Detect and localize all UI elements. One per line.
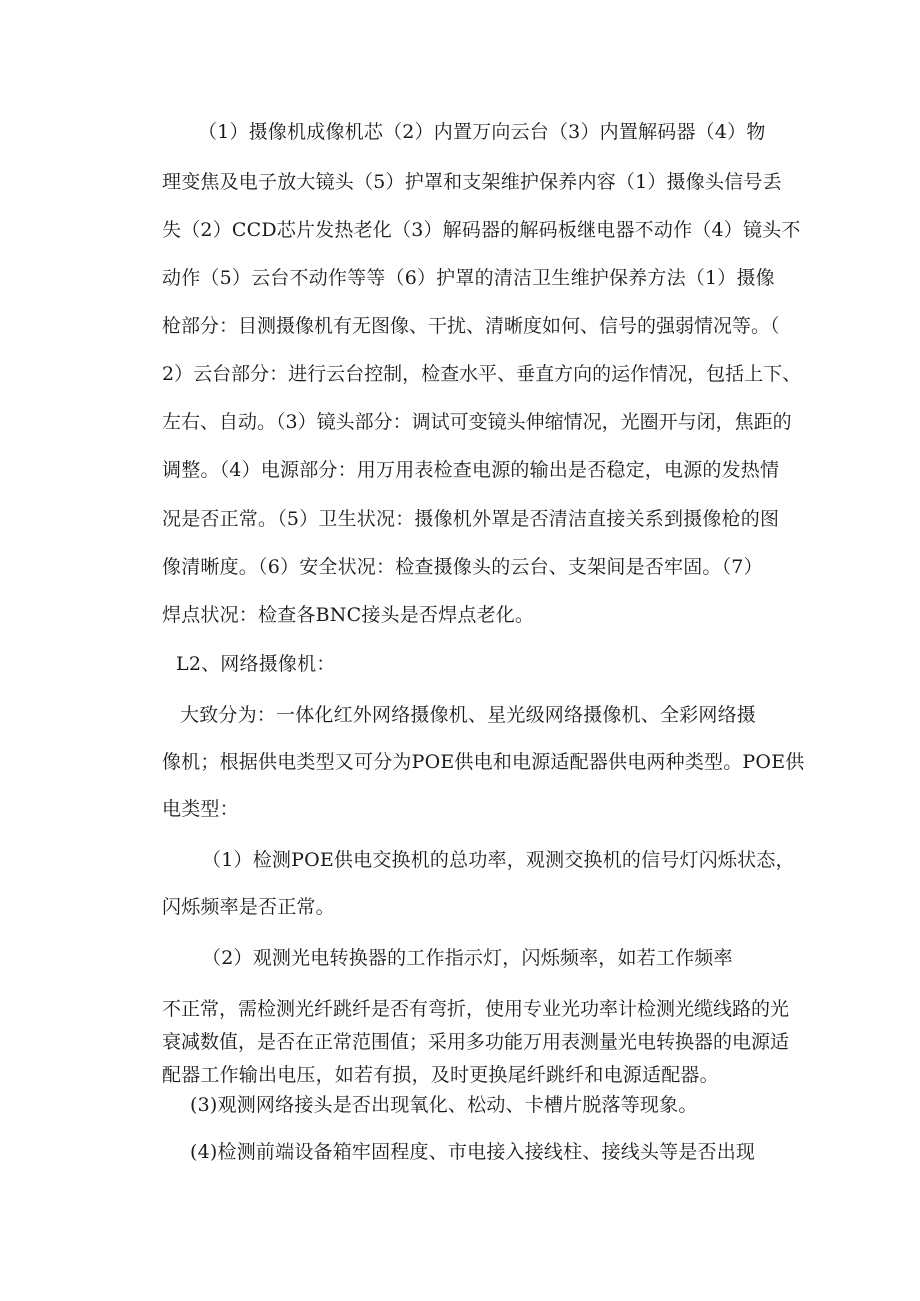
list-item-line: (4)检测前端设备箱牢固程度、市电接入接线柱、接线头等是否出现 [190,1141,756,1163]
paragraph-line: 左右、自动。（3）镜头部分：调试可变镜头伸缩情况，光圈开与闭，焦距的 [162,411,792,433]
paragraph-line: 理变焦及电子放大镜头（5）护罩和支架维护保养内容（1）摄像头信号丢 [162,171,782,193]
list-item-line: 配器工作输出电压，如若有损，及时更换尾纤跳纤和电源适配器。 [162,1064,719,1086]
list-item-line: （1）检测POE供电交换机的总功率，观测交换机的信号灯闪烁状态， [202,849,795,871]
list-item-line: (3)观测网络接头是否出现氧化、松动、卡槽片脱落等现象。 [190,1094,698,1116]
paragraph-line: 况是否正常。（5）卫生状况：摄像机外罩是否清洁直接关系到摄像枪的图 [162,508,780,530]
paragraph-line: 像机；根据供电类型又可分为POE供电和电源适配器供电两种类型。POE供 [162,751,805,773]
list-item-line: 闪烁频率是否正常。 [162,896,335,918]
paragraph-line: （1）摄像机成像机芯（2）内置万向云台（3）内置解码器（4）物 [198,121,766,143]
paragraph-line: 枪部分：目测摄像机有无图像、干扰、清晰度如何、信号的强弱情况等。（ [162,315,780,337]
paragraph-line: 动作（5）云台不动作等等（6）护罩的清洁卫生维护保养方法（1）摄像 [162,267,775,289]
paragraph-line: 调整。（4）电源部分：用万用表检查电源的输出是否稳定，电源的发热情 [162,459,780,481]
paragraph-line: 大致分为：一体化红外网络摄像机、星光级网络摄像机、全彩网络摄 [180,704,757,726]
paragraph-line: 2）云台部分：进行云台控制，检查水平、垂直方向的运作情况，包括上下、 [162,363,802,385]
list-item-line: 不正常，需检测光纤跳纤是否有弯折，使用专业光功率计检测光缆线路的光 [162,998,790,1020]
section-heading: L2、网络摄像机： [176,653,336,675]
list-item-line: （2）观测光电转换器的工作指示灯，闪烁频率，如若工作频率 [202,947,733,969]
list-item-line: 衰减数值，是否在正常范围值；采用多功能万用表测量光电转换器的电源适 [162,1031,790,1053]
paragraph-line: 像清晰度。（6）安全状况：检查摄像头的云台、支架间是否牢固。（7） [162,556,763,578]
paragraph-line: 焊点状况：检查各BNC接头是否焊点老化。 [162,604,535,626]
paragraph-line: 电类型： [162,798,239,820]
paragraph-line: 失（2）CCD芯片发热老化（3）解码器的解码板继电器不动作（4）镜头不 [162,219,801,241]
